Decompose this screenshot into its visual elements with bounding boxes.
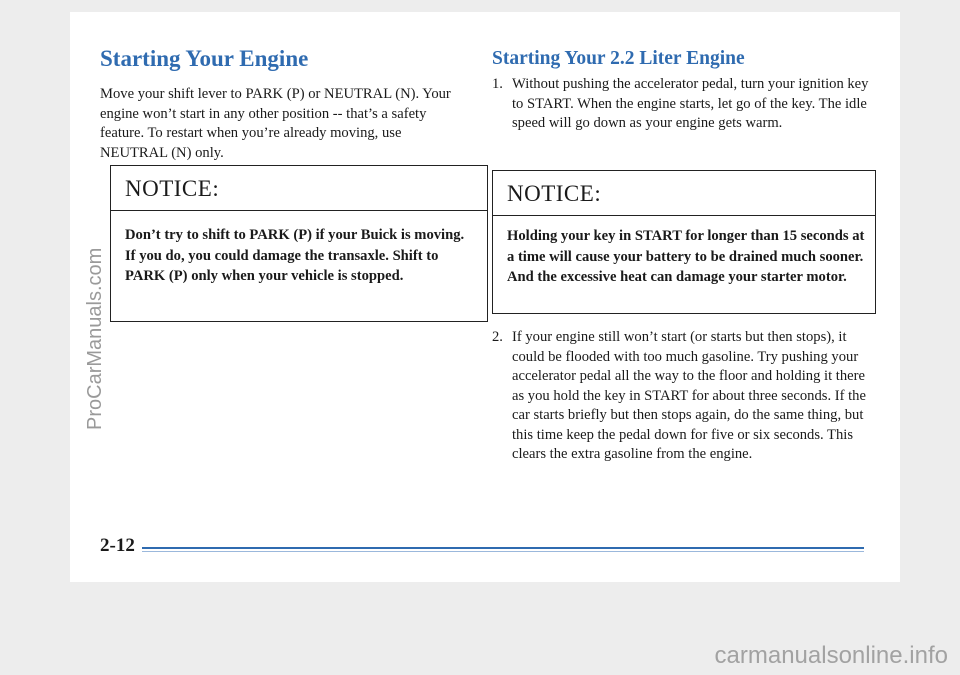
notice-title: NOTICE:: [111, 166, 487, 211]
page-number: 2-12: [100, 535, 135, 556]
notice-body: Don’t try to shift to PARK (P) if your Buick is moving. If you do, you could damage the transaxle. Shift to PARK (P) only when your vehicle is stopped.: [125, 227, 465, 284]
step-item: [492, 75, 872, 134]
notice-title: NOTICE:: [493, 171, 875, 216]
bottom-watermark: carmanualsonline.info: [714, 642, 948, 669]
footer-rule-thin: [142, 551, 864, 552]
step-number: 1.: [492, 76, 503, 92]
step-text: Without pushing the accelerator pedal, turn your ignition key to START. When the engine starts, let go of the key. The idle speed will go down as your engine gets warm.: [512, 76, 869, 131]
notice-box-starter: [492, 170, 876, 314]
footer-rule: [142, 547, 864, 549]
step-number: 2.: [492, 329, 503, 345]
manual-page: [70, 12, 900, 582]
step-item: [492, 328, 872, 465]
side-watermark: ProCarManuals.com: [84, 247, 106, 430]
section-heading-starting-engine: Starting Your Engine: [100, 46, 309, 71]
section-heading-2-2-liter: Starting Your 2.2 Liter Engine: [492, 48, 745, 69]
step-text: If your engine still won’t start (or starts but then stops), it could be flooded with too much gasoline. Try pushing your accelerator pedal all the way to the floor and holding it there as you hold the key in START for about three seconds. If the car starts briefly but then stops again, do the same thing, but this time keep the pedal down for five or six seconds. This clears the extra gasoline from the engine.: [512, 329, 866, 462]
notice-box-park: [110, 165, 488, 322]
shift-lever-paragraph: Move your shift lever to PARK (P) or NEUTRAL (N). Your engine won’t start in any other position -- that’s a safety feature. To restart when you’re already moving, use NEUTRAL (N) only.: [100, 86, 451, 161]
notice-body: Holding your key in START for longer than 15 seconds at a time will cause your battery to be drained much sooner. And the excessive heat can damage your starter motor.: [507, 228, 865, 285]
